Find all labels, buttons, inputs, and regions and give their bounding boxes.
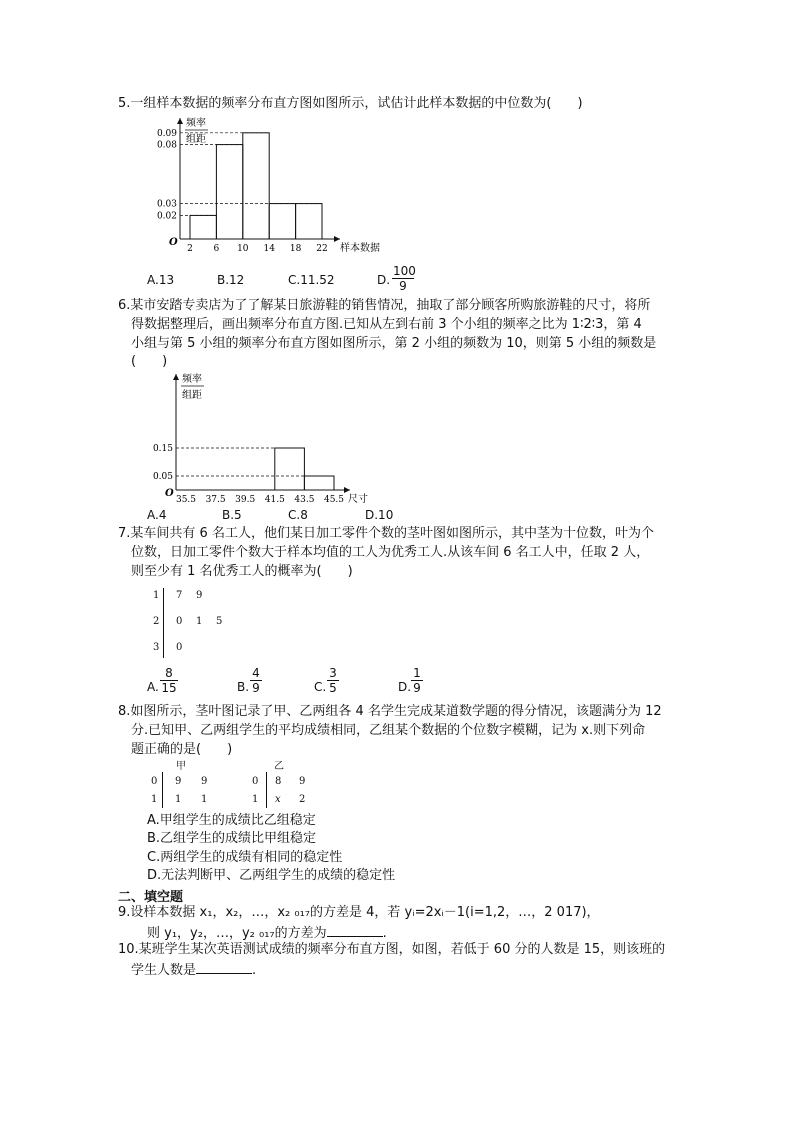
q8-jia-leaf: 1: [175, 794, 182, 805]
x-tick-label: 39.5: [235, 495, 256, 505]
q8-yi-leaf: 2: [299, 794, 306, 805]
fraction-denominator: 9: [413, 681, 421, 695]
fraction-denominator: 9: [252, 681, 260, 695]
q8-jia-stem: 0: [151, 776, 158, 787]
y-tick-label: 0.08: [156, 140, 177, 151]
q8-jia-leaf: 1: [201, 794, 208, 805]
q7-stem-1: 1: [153, 590, 160, 601]
q8-line1: 8.如图所示，茎叶图记录了甲、乙两组各 4 名学生完成某道数学题的得分情况，该题满分为 12: [118, 704, 662, 719]
q5-option-a: A.13: [147, 273, 175, 287]
q7-line2: 位数，日加工零件个数大于样本均值的工人为优秀工人.从该车间 6 名工人中，任取 2 人，: [131, 545, 650, 560]
fraction-numerator: 8: [160, 666, 178, 681]
q9-line1: 9.设样本数据 x₁，x₂，…，x₂ ₀₁₇的方差是 4，若 yᵢ=2xᵢ－1(i=1,2，…，2 017)，: [118, 905, 600, 920]
q7-option-b-fraction: [250, 666, 262, 695]
q8-jia-leaf: 9: [175, 776, 182, 787]
q7-option-c-fraction: [327, 666, 339, 695]
histogram-bar: [296, 204, 322, 239]
q7-option-d-fraction: [411, 666, 423, 695]
x-tick-label: 35.5: [175, 495, 197, 505]
q5-text: 5.一组样本数据的频率分布直方图如图所示，试估计此样本数据的中位数为( ): [118, 96, 583, 111]
x-tick-label: 43.5: [294, 495, 315, 505]
q6-option-b: B.5: [222, 508, 242, 522]
fraction-numerator: 4: [250, 666, 262, 681]
y-tick-label: 0.15: [152, 444, 173, 454]
q8-group-jia: 甲: [176, 761, 186, 772]
q7-stem-3: 3: [153, 642, 160, 653]
y-axis-label-bottom: 组距: [186, 134, 206, 145]
x-tick-label: 6: [213, 244, 220, 254]
option-label: B.: [237, 680, 250, 694]
x-tick-label: 37.5: [205, 495, 226, 505]
y-axis-label-top: 频率: [182, 374, 202, 385]
q8-option-d: D.无法判断甲、乙两组学生的成绩的稳定性: [147, 868, 396, 883]
x-tick-label: 45.5: [323, 495, 345, 505]
histogram-bar: [304, 476, 334, 490]
y-tick-label: 0.05: [152, 472, 173, 482]
q10-line2: [131, 961, 256, 979]
q5-option-d: D.: [377, 273, 391, 287]
q6-line1: 6.某市安踏专卖店为了了解某日旅游鞋的销售情况，抽取了部分顾客所购旅游鞋的尺寸，将所: [118, 298, 651, 313]
q7-line3: 则至少有 1 名优秀工人的概率为( ): [131, 564, 353, 579]
q8-option-a: A.甲组学生的成绩比乙组稳定: [147, 813, 316, 828]
q7-leaf: 0: [176, 642, 183, 653]
q10-line1: 10.某班学生某次英语测试成绩的频率分布直方图，如图，若低于 60 分的人数是 15，则该班的: [118, 942, 666, 957]
option-label: C.: [314, 680, 327, 694]
q8-line3: 题正确的是( ): [131, 742, 233, 757]
histogram-bar: [269, 204, 295, 239]
q6-histogram: [150, 368, 390, 508]
fraction-numerator: 100: [393, 264, 416, 278]
y-tick-label: 0.02: [156, 211, 177, 222]
y-axis-arrow: [177, 118, 183, 124]
fraction-denominator: 9: [399, 279, 407, 293]
q8-yi-leaf: 8: [275, 776, 282, 787]
answer-blank[interactable]: [196, 961, 252, 974]
x-tick-label: 14: [263, 244, 275, 254]
y-axis-label-top: 频率: [186, 118, 206, 129]
q8-yi-stem: 1: [252, 794, 259, 805]
q6-option-c: C.8: [288, 508, 308, 522]
origin-label: O: [169, 237, 178, 248]
q8-option-b: B.乙组学生的成绩比甲组稳定: [147, 831, 317, 846]
x-axis-label: 尺寸: [348, 494, 368, 505]
histogram-bar: [243, 133, 269, 239]
q5-option-b: B.12: [217, 273, 245, 287]
x-axis-arrow: [334, 236, 340, 242]
histogram-bar: [190, 215, 216, 239]
q9-line2-end: .: [382, 926, 387, 941]
q6-line3: 小组与第 5 小组的频率分布直方图如图所示，第 2 小组的频数为 10，则第 5 小组的频数是: [131, 336, 657, 351]
stem-divider: [266, 772, 267, 808]
x-axis-label: 样本数据: [340, 243, 380, 254]
q8-line2: 分.已知甲、乙两组学生的平均成绩相同，乙组某个数据的个位数字模糊，记为 x.则下列命: [131, 723, 646, 738]
origin-label: O: [165, 488, 174, 499]
fraction-denominator: 15: [161, 681, 177, 695]
stem-divider: [163, 588, 164, 658]
q8-jia-leaf: 9: [201, 776, 208, 787]
x-tick-label: 2: [187, 244, 193, 254]
q6-line2: 得数据整理后，画出频率分布直方图.已知从左到右前 3 个小组的频率之比为 1∶2∶3，第 4: [131, 317, 642, 332]
y-axis-label-bottom: 组距: [182, 390, 202, 401]
x-axis-arrow: [344, 487, 350, 493]
option-label: D.: [398, 680, 412, 694]
fraction-numerator: 1: [411, 666, 423, 681]
x-tick-label: 10: [237, 244, 249, 254]
q6-option-a: A.4: [147, 508, 167, 522]
q7-leaf: 5: [216, 616, 223, 627]
y-tick-label: 0.09: [156, 128, 177, 139]
q8-yi-leaf: 9: [299, 776, 306, 787]
q6-option-d: D.10: [365, 508, 394, 522]
stem-divider: [162, 772, 163, 808]
q8-option-c: C.两组学生的成绩有相同的稳定性: [147, 850, 343, 865]
y-tick-label: 0.03: [156, 199, 177, 210]
q10-line2-text: 学生人数是: [131, 963, 197, 978]
q7-leaf: 9: [196, 590, 203, 601]
q8-jia-stem: 1: [151, 794, 158, 805]
q8-yi-stem: 0: [252, 776, 259, 787]
option-label: A.: [147, 680, 159, 694]
y-axis-arrow: [173, 374, 179, 380]
q5-histogram: [150, 112, 400, 262]
q8-yi-leaf: x: [275, 794, 281, 805]
q10-line2-end: .: [252, 963, 257, 978]
q5-option-c: C.11.52: [288, 273, 335, 287]
q9-line2-text: 则 y₁，y₂，…，y₂ ₀₁₇的方差为: [147, 926, 327, 941]
q9-line2: [147, 924, 387, 942]
x-tick-label: 41.5: [264, 495, 285, 505]
histogram-bar: [275, 448, 305, 490]
q7-stem-2: 2: [153, 616, 160, 627]
q7-leaf: 1: [196, 616, 203, 627]
x-tick-label: 22: [316, 244, 328, 254]
q7-option-a-fraction: [160, 666, 178, 695]
fraction-denominator: 5: [329, 681, 337, 695]
q8-group-yi: 乙: [274, 761, 284, 772]
x-tick-label: 18: [289, 244, 302, 254]
q7-line1: 7.某车间共有 6 名工人，他们某日加工零件个数的茎叶图如图所示，其中茎为十位数，叶为个: [118, 526, 654, 541]
q6-line4: ( ): [131, 354, 168, 369]
q5-option-d-fraction: [392, 264, 414, 293]
q7-leaf: 0: [176, 616, 183, 627]
answer-blank[interactable]: [327, 924, 383, 937]
histogram-bar: [216, 145, 242, 239]
section-title: 二、填空题: [118, 890, 184, 905]
fraction-numerator: 3: [327, 666, 339, 681]
q7-leaf: 7: [176, 590, 183, 601]
